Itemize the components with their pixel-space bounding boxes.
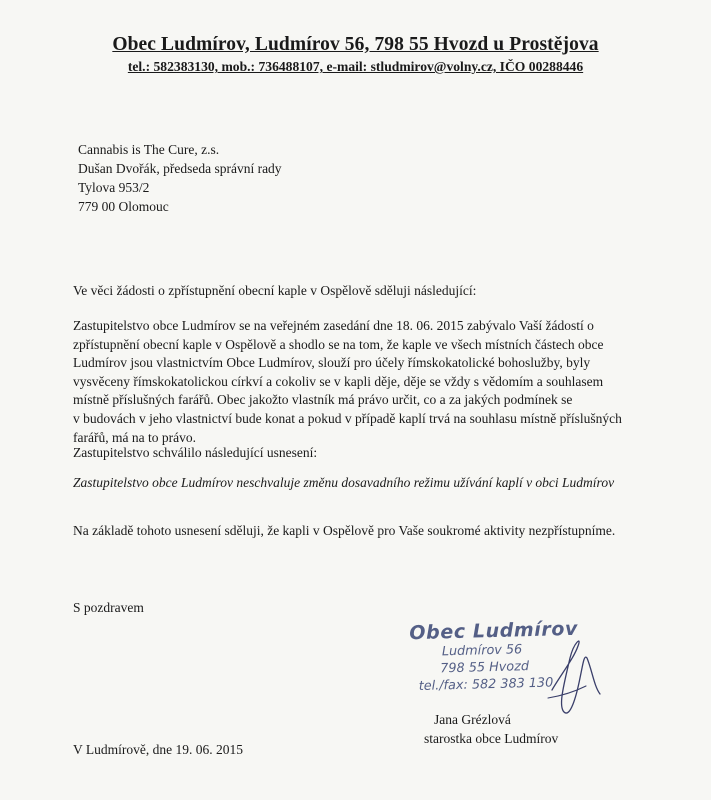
place-date — [73, 741, 643, 760]
stamp-line: 798 55 Hvozd — [440, 659, 530, 677]
stamp-line: tel./fax: 582 383 130 — [418, 675, 554, 694]
letterhead-contact: tel.: 582383130, mob.: 736488107, e-mail: stludmirov@volny.cz, IČO 00288446 — [127, 59, 584, 74]
paragraph-line: zpřístupnění obecní kaple v Ospělově a shodlo se na tom, že kaple ve všech místních částech obce — [73, 336, 604, 352]
resolution-intro-text: Zastupitelstvo schválilo následující usnesení: — [73, 445, 318, 460]
closing — [73, 599, 643, 618]
paragraph-line: farářů, má na to právo. — [73, 429, 196, 445]
closing-text: S pozdravem — [73, 600, 144, 615]
subject-text: Ve věci žádosti o zpřístupnění obecní kaple v Ospělově sděluji následující: — [73, 283, 477, 298]
signer-name: Jana Grézlová — [434, 712, 511, 727]
paragraph-line: v budovách v jeho vlastnictví bude konat a pokud v případě kaplí trvá na souhlasu místně příslušných — [73, 410, 622, 426]
paragraph-line: vysvěceny římskokatolickou církví a cokoliv se v kapli děje, děje se vždy s vědomím a souhlasem — [73, 373, 604, 389]
recipient-address — [78, 140, 282, 216]
signer-role: starostka obce Ludmírov — [424, 731, 559, 746]
resolution-intro — [73, 444, 643, 463]
paragraph-line: Zastupitelstvo obce Ludmírov se na veřejném zasedání dne 18. 06. 2015 zabývalo Vaší žádostí o — [73, 318, 594, 333]
place-date-text: V Ludmírově, dne 19. 06. 2015 — [73, 742, 243, 757]
subject-line — [73, 282, 643, 301]
stamp-line: Ludmírov 56 — [441, 642, 523, 660]
recipient-line: Dušan Dvořák, předseda správní rady — [78, 161, 282, 176]
letterhead-title: Obec Ludmírov, Ludmírov 56, 798 55 Hvozd u Prostějova — [112, 34, 599, 55]
paragraph-line: Ludmírov jsou vlastnictvím Obce Ludmírov, slouží pro účely římskokatolické bohoslužby, byly — [73, 355, 591, 371]
resolution-text: Zastupitelstvo obce Ludmírov neschvaluje změnu dosavadního režimu užívání kaplí v obci Ludmírov — [73, 475, 615, 490]
main-paragraph — [73, 317, 643, 447]
stamp-title: Obec Ludmírov — [409, 617, 579, 645]
recipient-line: Cannabis is The Cure, z.s. — [78, 142, 220, 157]
recipient-line: 779 00 Olomouc — [78, 199, 169, 214]
paragraph-line: místně příslušných farářů. Obec jakožto vlastník má právo určit, co a za jakých podmínek se — [73, 392, 573, 408]
resolution — [73, 474, 643, 493]
conclusion-text: Na základě tohoto usnesení sděluji, že kapli v Ospělově pro Vaše soukromé aktivity nezpřístupníme. — [73, 523, 616, 538]
recipient-line: Tylova 953/2 — [78, 180, 150, 195]
conclusion — [73, 522, 643, 541]
